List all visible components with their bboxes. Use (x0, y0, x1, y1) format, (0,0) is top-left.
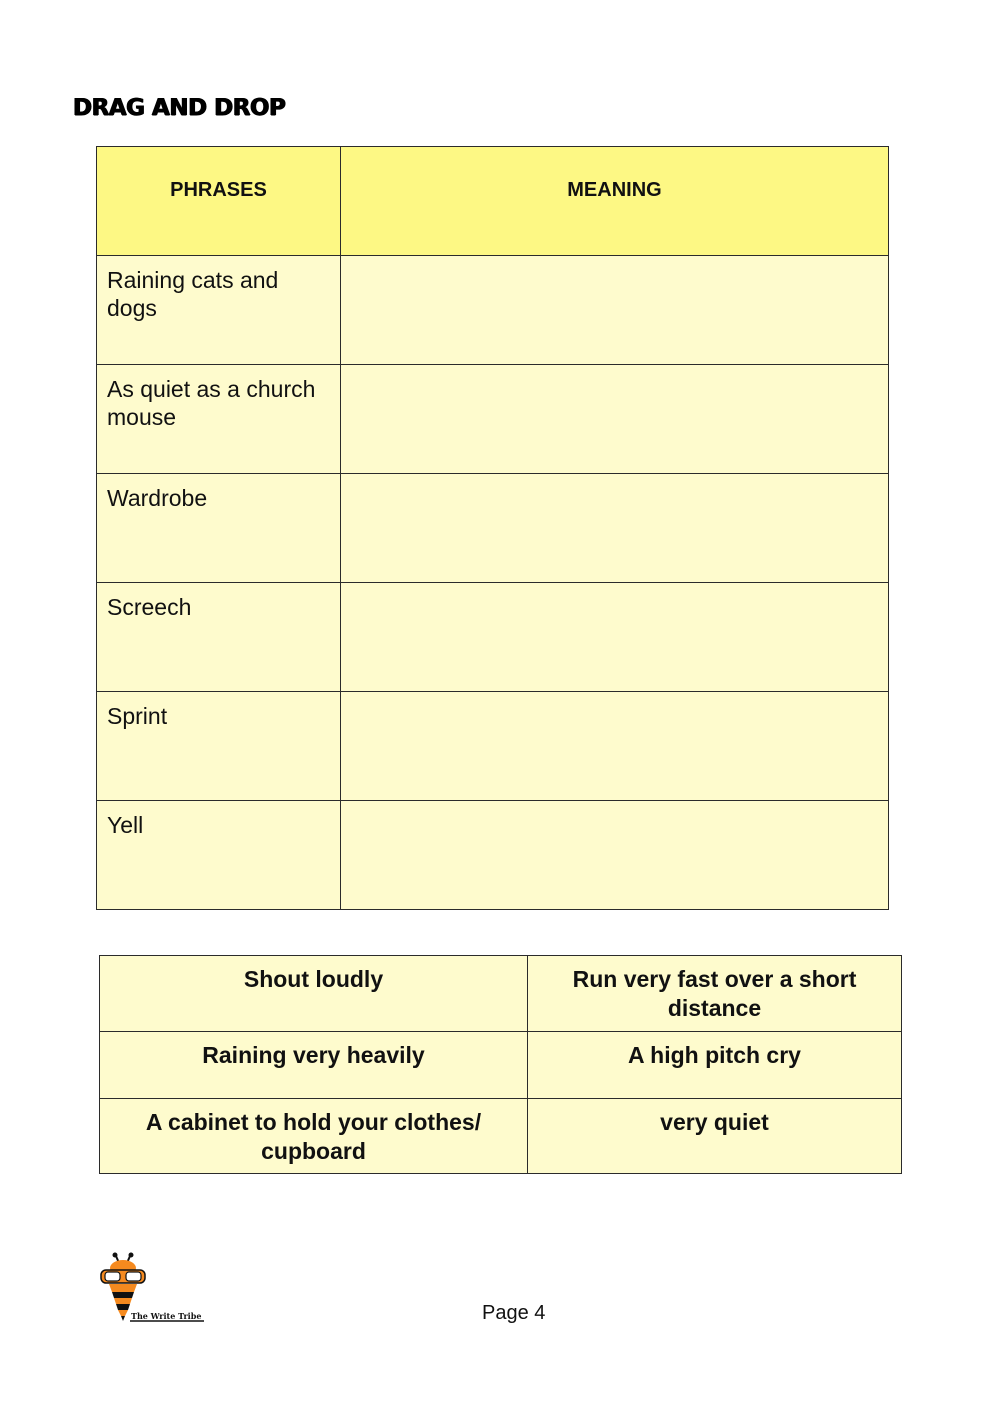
meaning-drop-zone[interactable] (341, 583, 889, 692)
answer-bank-table (99, 955, 902, 1174)
phrase-cell: Yell (97, 801, 341, 910)
phrase-cell: Sprint (97, 692, 341, 801)
draggable-answer-tile[interactable]: A cabinet to hold your clothes/ cupboard (100, 1099, 528, 1174)
table-row (97, 256, 889, 365)
meaning-drop-zone[interactable] (341, 474, 889, 583)
draggable-answer-tile[interactable]: Run very fast over a short distance (528, 956, 902, 1032)
table-row (97, 583, 889, 692)
matching-table (96, 146, 889, 910)
draggable-answer-tile[interactable]: A high pitch cry (528, 1032, 902, 1099)
draggable-answer-tile[interactable]: Raining very heavily (100, 1032, 528, 1099)
matching-table-header-row (97, 147, 889, 256)
page-number: Page 4 (482, 1302, 546, 1324)
draggable-answer-tile[interactable]: Shout loudly (100, 956, 528, 1032)
draggable-answer-tile[interactable]: very quiet (528, 1099, 902, 1174)
answer-bank-row (100, 1032, 902, 1099)
meaning-drop-zone[interactable] (341, 365, 889, 474)
the-write-tribe-logo (98, 1250, 208, 1325)
meaning-drop-zone[interactable] (341, 256, 889, 365)
table-row (97, 365, 889, 474)
phrase-cell: Screech (97, 583, 341, 692)
meaning-drop-zone[interactable] (341, 801, 889, 910)
table-row (97, 474, 889, 583)
answer-bank-row (100, 956, 902, 1032)
meaning-drop-zone[interactable] (341, 692, 889, 801)
table-row (97, 801, 889, 910)
logo-text: The Write Tribe (131, 1311, 202, 1321)
answer-bank-row (100, 1099, 902, 1174)
header-phrases: PHRASES (97, 147, 341, 256)
table-row (97, 692, 889, 801)
phrase-cell: Wardrobe (97, 474, 341, 583)
phrase-cell: As quiet as a church mouse (97, 365, 341, 474)
header-meaning: MEANING (341, 147, 889, 256)
phrase-cell: Raining cats and dogs (97, 256, 341, 365)
worksheet-title: DRAG AND DROP (73, 95, 286, 121)
